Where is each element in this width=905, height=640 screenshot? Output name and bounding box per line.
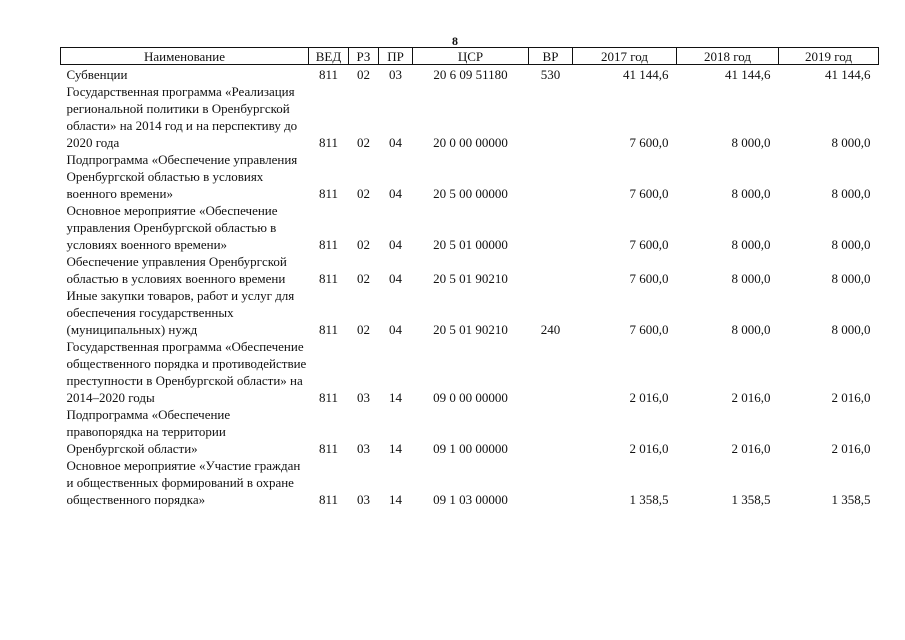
row-2017: 2 016,0 bbox=[629, 441, 669, 456]
row-rz: 02 bbox=[357, 322, 370, 337]
row-2018: 2 016,0 bbox=[731, 441, 771, 456]
row-2019: 8 000,0 bbox=[831, 322, 871, 337]
table-row bbox=[61, 151, 879, 202]
table-row bbox=[61, 338, 879, 406]
table-row bbox=[61, 406, 879, 457]
row-2019: 2 016,0 bbox=[831, 441, 871, 456]
row-pr: 04 bbox=[389, 135, 402, 150]
row-csr: 20 6 09 51180 bbox=[433, 67, 508, 82]
row-rz: 02 bbox=[357, 186, 370, 201]
row-2017: 7 600,0 bbox=[629, 271, 669, 286]
table-row bbox=[61, 287, 879, 338]
row-ved: 811 bbox=[318, 67, 339, 82]
row-2017: 7 600,0 bbox=[629, 186, 669, 201]
row-2017: 7 600,0 bbox=[629, 135, 669, 150]
row-name: Основное мероприятие «Обеспечение управления Оренбургской областью в условиях военного времени» bbox=[66, 203, 278, 252]
row-ved: 811 bbox=[318, 186, 339, 201]
table-row bbox=[61, 65, 879, 84]
row-pr: 04 bbox=[389, 322, 402, 337]
row-vr: 240 bbox=[540, 322, 561, 337]
row-vr: 530 bbox=[540, 67, 561, 82]
row-ved: 811 bbox=[318, 441, 339, 456]
row-rz: 03 bbox=[357, 441, 370, 456]
row-2017: 1 358,5 bbox=[629, 492, 669, 507]
row-2019: 8 000,0 bbox=[831, 135, 871, 150]
row-vr bbox=[529, 83, 573, 151]
row-rz: 02 bbox=[357, 271, 370, 286]
row-vr bbox=[529, 202, 573, 253]
row-name: Государственная программа «Реализация региональной политики в Оренбургской области» на 2014 год и на перспективу до 2020 года bbox=[66, 84, 298, 150]
row-name: Подпрограмма «Обеспечение правопорядка на территории Оренбургской области» bbox=[66, 407, 231, 456]
table-row bbox=[61, 202, 879, 253]
row-rz: 02 bbox=[357, 67, 370, 82]
row-pr: 04 bbox=[389, 237, 402, 252]
row-vr bbox=[529, 338, 573, 406]
row-name: Основное мероприятие «Участие граждан и общественных формирований в охране общественного порядка» bbox=[66, 458, 301, 507]
row-vr bbox=[529, 457, 573, 508]
row-csr: 20 5 01 90210 bbox=[433, 322, 508, 337]
row-vr bbox=[529, 253, 573, 287]
row-2018: 8 000,0 bbox=[731, 135, 771, 150]
row-rz: 03 bbox=[357, 390, 370, 405]
row-2018: 8 000,0 bbox=[731, 271, 771, 286]
header-rz: РЗ bbox=[349, 48, 379, 65]
row-name: Иные закупки товаров, работ и услуг для обеспечения государственных (муниципальных) нужд bbox=[66, 288, 295, 337]
row-rz: 02 bbox=[357, 237, 370, 252]
row-2018: 1 358,5 bbox=[731, 492, 771, 507]
row-2017: 41 144,6 bbox=[623, 67, 669, 82]
header-ved: ВЕД bbox=[309, 48, 349, 65]
row-name: Подпрограмма «Обеспечение управления Оренбургской областью в условиях военного времени» bbox=[66, 152, 298, 201]
row-csr: 20 5 00 00000 bbox=[433, 186, 508, 201]
header-2018: 2018 год bbox=[677, 48, 779, 65]
row-ved: 811 bbox=[318, 271, 339, 286]
header-csr: ЦСР bbox=[413, 48, 529, 65]
row-vr bbox=[529, 406, 573, 457]
table-row bbox=[61, 83, 879, 151]
row-2019: 8 000,0 bbox=[831, 271, 871, 286]
row-pr: 04 bbox=[389, 186, 402, 201]
table-row bbox=[61, 457, 879, 508]
row-name: Обеспечение управления Оренбургской областью в условиях военного времени bbox=[66, 254, 287, 286]
row-2019: 8 000,0 bbox=[831, 237, 871, 252]
header-2017: 2017 год bbox=[573, 48, 677, 65]
row-csr: 20 5 01 90210 bbox=[433, 271, 508, 286]
row-2019: 1 358,5 bbox=[831, 492, 871, 507]
row-ved: 811 bbox=[318, 237, 339, 252]
row-2019: 41 144,6 bbox=[825, 67, 871, 82]
row-2018: 8 000,0 bbox=[731, 322, 771, 337]
header-name: Наименование bbox=[61, 48, 309, 65]
row-csr: 20 0 00 00000 bbox=[433, 135, 508, 150]
row-pr: 14 bbox=[389, 492, 402, 507]
row-name: Субвенции bbox=[66, 67, 128, 82]
row-pr: 14 bbox=[389, 441, 402, 456]
row-2017: 7 600,0 bbox=[629, 322, 669, 337]
row-2018: 41 144,6 bbox=[725, 67, 771, 82]
row-2019: 2 016,0 bbox=[831, 390, 871, 405]
row-pr: 14 bbox=[389, 390, 402, 405]
row-rz: 02 bbox=[357, 135, 370, 150]
row-2018: 8 000,0 bbox=[731, 186, 771, 201]
header-2019: 2019 год bbox=[779, 48, 879, 65]
budget-table bbox=[60, 47, 879, 508]
row-ved: 811 bbox=[318, 135, 339, 150]
header-pr: ПР bbox=[379, 48, 413, 65]
row-name: Государственная программа «Обеспечение общественного порядка и противодействие преступности в Оренбургской области» на 2014–2020 годы bbox=[66, 339, 307, 405]
row-2017: 7 600,0 bbox=[629, 237, 669, 252]
row-2019: 8 000,0 bbox=[831, 186, 871, 201]
row-pr: 04 bbox=[389, 271, 402, 286]
table-header-row bbox=[61, 48, 879, 65]
row-csr: 09 1 00 00000 bbox=[433, 441, 508, 456]
row-2017: 2 016,0 bbox=[629, 390, 669, 405]
row-vr bbox=[529, 151, 573, 202]
table-row bbox=[61, 253, 879, 287]
row-ved: 811 bbox=[318, 390, 339, 405]
header-vr: ВР bbox=[529, 48, 573, 65]
row-rz: 03 bbox=[357, 492, 370, 507]
row-csr: 09 1 03 00000 bbox=[433, 492, 508, 507]
row-csr: 20 5 01 00000 bbox=[433, 237, 508, 252]
row-2018: 8 000,0 bbox=[731, 237, 771, 252]
row-pr: 03 bbox=[389, 67, 402, 82]
row-csr: 09 0 00 00000 bbox=[433, 390, 508, 405]
row-ved: 811 bbox=[318, 492, 339, 507]
row-2018: 2 016,0 bbox=[731, 390, 771, 405]
row-ved: 811 bbox=[318, 322, 339, 337]
page-number: 8 bbox=[452, 34, 458, 48]
